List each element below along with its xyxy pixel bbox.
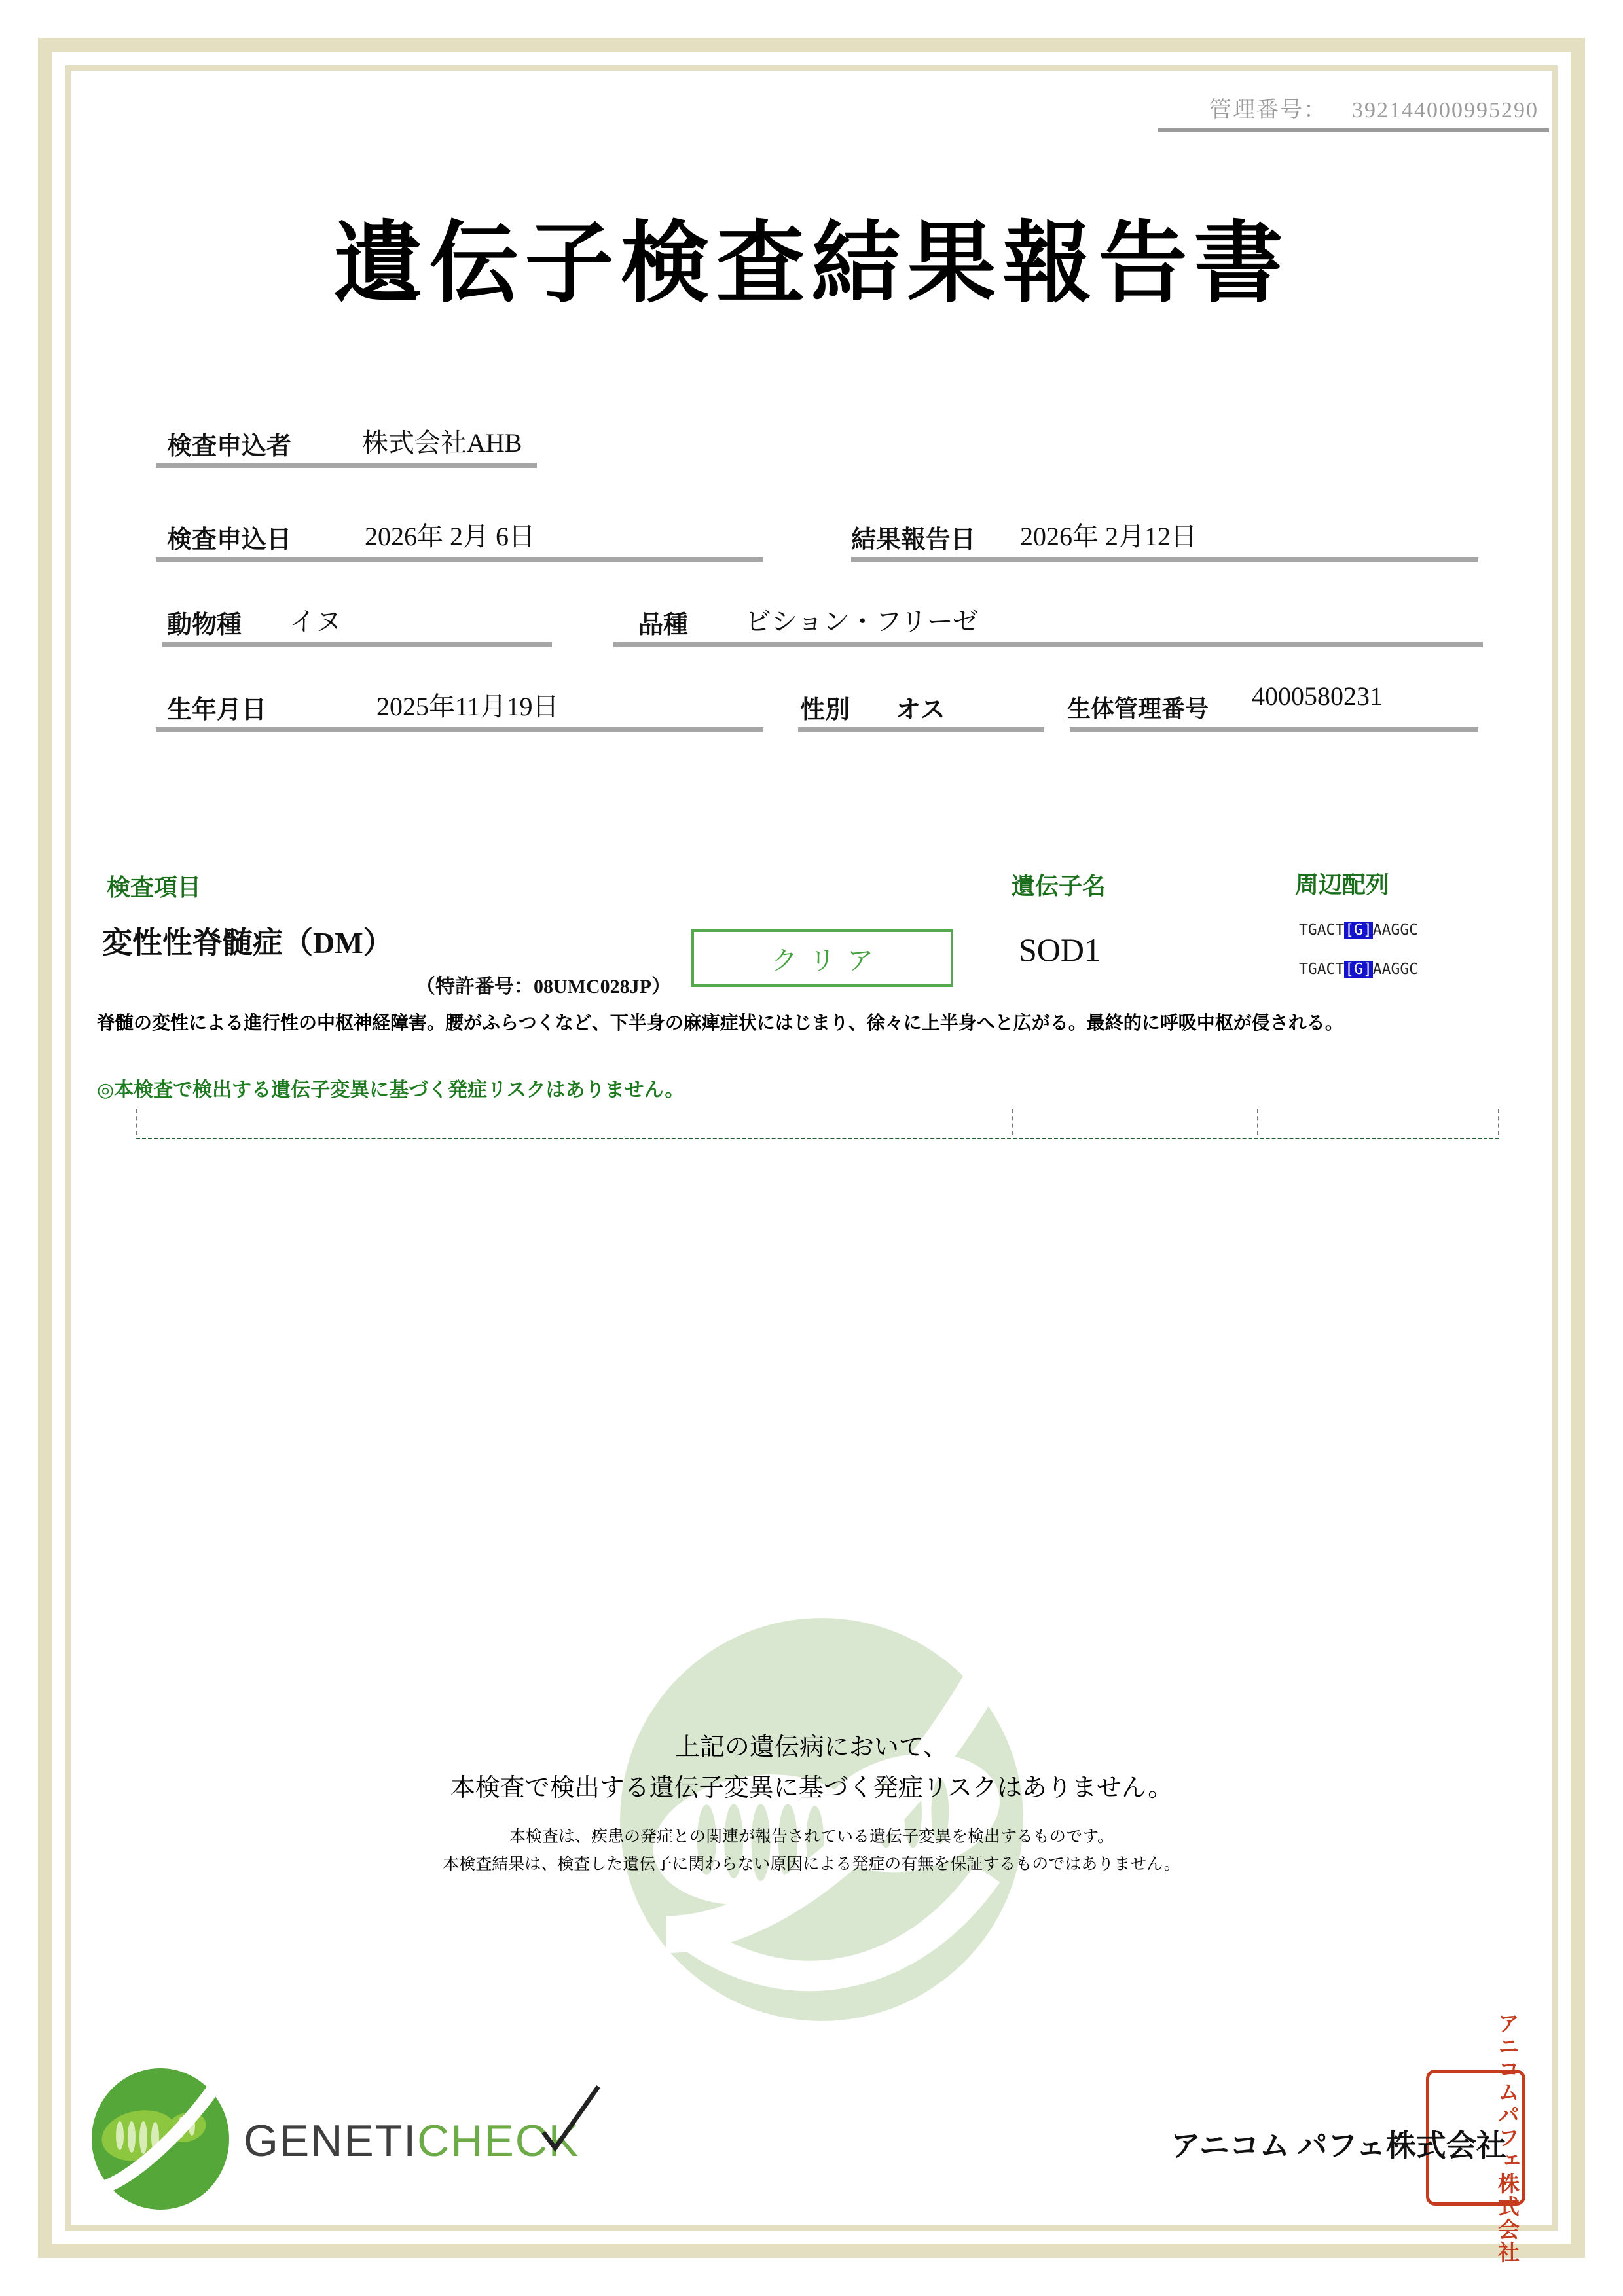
seal-column-1: アニコム (1495, 2011, 1518, 2104)
species-underline (162, 642, 552, 647)
table-divider-left (136, 1109, 137, 1135)
birth-date-value: 2025年11月19日 (376, 692, 559, 721)
sex-label: 性別 (800, 696, 850, 724)
seal-column-2: パフェ (1495, 2103, 1518, 2172)
sequence-1-suffix: AAGGC (1372, 922, 1419, 939)
disclaimer-line-1: 本検査は、疾患の発症との関連が報告されている遺伝子変異を検出するものです。 (509, 1827, 1114, 1846)
report-date-underline (851, 557, 1478, 562)
applicant-value: 株式会社AHB (362, 428, 522, 457)
birth-date-label: 生年月日 (167, 696, 267, 724)
summary-line-2: 本検査で検出する遺伝子変異に基づく発症リスクはありません。 (450, 1774, 1173, 1802)
breed-value: ビション・フリーゼ (745, 607, 979, 636)
disclaimer-line-2: 本検査結果は、検査した遺伝子に関わらない原因による発症の有無を保証するものではありません。 (443, 1855, 1180, 1873)
sequence-header: 周辺配列 (1295, 872, 1390, 898)
summary-line-1: 上記の遺伝病において、 (674, 1734, 949, 1761)
result-value: クリア (771, 945, 885, 975)
apply-date-underline (156, 557, 763, 562)
report-date-value: 2026年 2月12日 (1020, 522, 1197, 551)
sex-underline (798, 727, 1044, 732)
logo-text-check: CHECK (417, 2116, 580, 2166)
sequence-line-1 (1299, 922, 1418, 939)
sequence-2-prefix: TGACT (1299, 961, 1345, 978)
gene-name-header: 遺伝子名 (1012, 873, 1106, 899)
sequence-1-prefix: TGACT (1299, 922, 1345, 939)
management-number-row (0, 92, 1539, 124)
birth-date-underline (156, 727, 763, 732)
species-value: イヌ (289, 607, 342, 636)
management-number-underline (1158, 128, 1549, 132)
sequence-2-suffix: AAGGC (1372, 961, 1419, 978)
apply-date-value: 2026年 2月 6日 (365, 522, 535, 551)
seal-column-3: 株式会社 (1495, 2172, 1518, 2264)
management-number-label: 管理番号： (1209, 98, 1327, 122)
disease-name: 変性性脊髄症（DM） (102, 926, 393, 960)
applicant-underline (156, 463, 537, 468)
page-title: 遺伝子検査結果報告書 (333, 215, 1290, 314)
result-box (691, 929, 953, 987)
patent-number: （特許番号：08UMC028JP） (416, 976, 671, 997)
breed-label: 品種 (638, 611, 689, 639)
logo-checkmark-icon (538, 2081, 604, 2160)
logo-text-geneti: GENETI (244, 2116, 418, 2166)
apply-date-label: 検査申込日 (167, 526, 292, 554)
table-divider-gene (1012, 1109, 1013, 1135)
sequence-1-variant: [G] (1345, 922, 1372, 939)
table-divider-right (1498, 1109, 1499, 1135)
geneticheck-logo-text (244, 2115, 579, 2166)
animal-id-underline (1070, 727, 1478, 732)
disease-description: 脊髄の変性による進行性の中枢神経障害。腰がふらつくなど、下半身の麻痺症状にはじまり、徐々に上半身へと広がる。最終的に呼吸中枢が侵される。 (97, 1013, 1343, 1033)
sequence-2-variant: [G] (1345, 961, 1372, 978)
gene-name-value: SOD1 (1019, 931, 1101, 968)
company-name: アニコム パフェ株式会社 (1171, 2129, 1506, 2162)
table-divider-sequence (1257, 1109, 1258, 1135)
species-label: 動物種 (167, 611, 242, 639)
geneticheck-logo-icon (88, 2067, 232, 2211)
sequence-line-2 (1299, 961, 1418, 978)
empty-table-row (136, 1109, 1499, 1139)
animal-id-value: 4000580231 (1252, 681, 1383, 711)
risk-note: ◎本検査で検出する遺伝子変異に基づく発症リスクはありません。 (97, 1079, 685, 1101)
management-number-value: 392144000995290 (1352, 98, 1539, 122)
breed-underline (613, 642, 1483, 647)
sex-value: オス (896, 696, 945, 724)
report-date-label: 結果報告日 (851, 526, 976, 554)
applicant-label: 検査申込者 (167, 433, 292, 460)
dna-ball-watermark (619, 1617, 1025, 2022)
test-item-header: 検査項目 (107, 874, 202, 901)
animal-id-label: 生体管理番号 (1067, 695, 1209, 722)
